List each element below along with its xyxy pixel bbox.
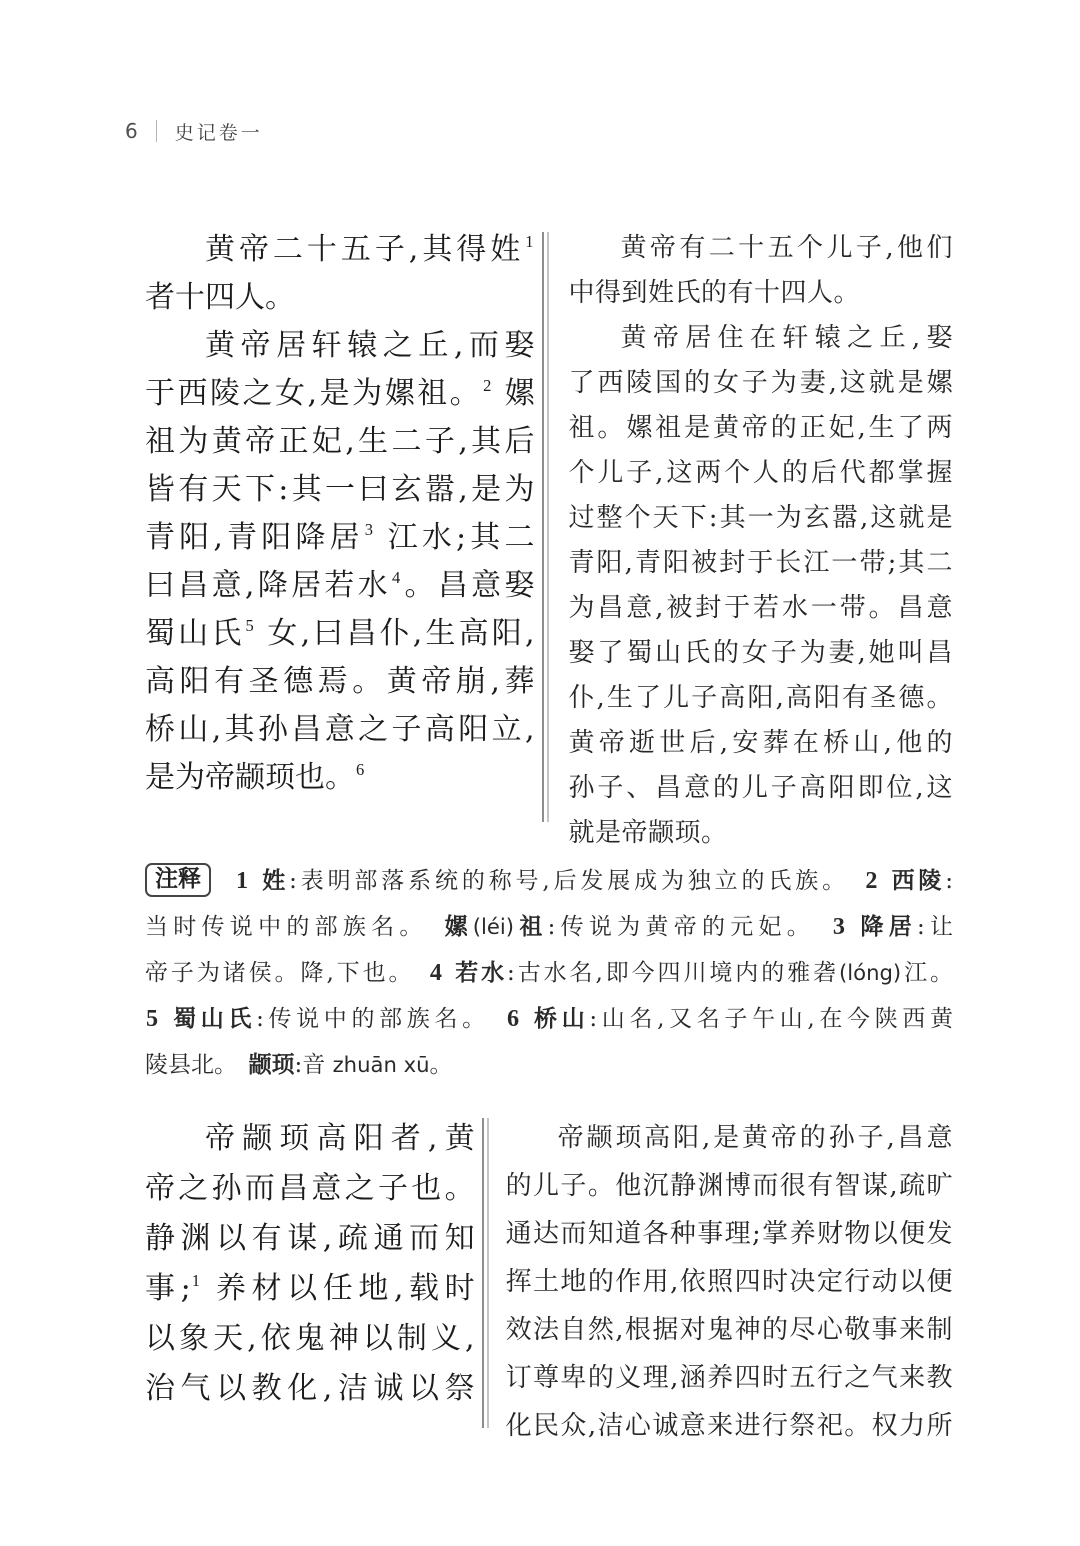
note-number: 2 xyxy=(865,867,878,894)
pinyin-text: (léi) xyxy=(472,914,515,939)
page-header xyxy=(125,118,953,144)
note-keyword: 蜀山氏 xyxy=(173,1006,257,1032)
footnote-ref: 3 xyxy=(364,520,373,540)
text-line: 了西陵国的女子为妻,这就是嫘 xyxy=(568,368,953,398)
text-line: 是为帝颛顼也。$^6$ xyxy=(145,760,365,795)
text-line: 挥土地的作用,依照四时决定行动以便 xyxy=(505,1267,953,1297)
note-number: 4 xyxy=(429,959,442,986)
text-line: 于西陵之女,是为嫘祖。$^2$ 嫘 xyxy=(145,376,535,411)
footnote-ref: 1 xyxy=(525,232,534,252)
text-line: 帝之孙而昌意之子也。 xyxy=(145,1171,475,1206)
translation-text-column xyxy=(568,226,953,856)
text-line: 陵县北。 颛顼:音 zhuān xū。 xyxy=(145,1052,453,1078)
text-line: 高阳有圣德焉。黄帝崩,葬 xyxy=(145,664,535,699)
text-line: 娶了蜀山氏的女子为妻,她叫昌 xyxy=(568,638,953,668)
text-line: 者十四人。 xyxy=(145,280,295,315)
text-line: 为昌意,被封于若水一带。昌意 xyxy=(568,593,953,623)
chapter-title: 史记卷一 xyxy=(174,121,263,144)
note-number: 3 xyxy=(832,913,845,940)
text-line: 事;$^1$ 养材以任地,载时 xyxy=(145,1271,475,1306)
pinyin-text: (lóng) xyxy=(839,960,902,985)
footnote-ref: 6 xyxy=(356,760,365,780)
classical-text-column xyxy=(145,226,534,856)
text-line: 通达而知道各种事理;掌养财物以便发 xyxy=(505,1219,953,1249)
text-line: 化民众,洁心诚意来进行祭祀。权力所 xyxy=(505,1411,953,1441)
text-line: 帝子为诸侯。降,下也。 4 若水:古水名,即今四川境内的雅砻(lóng)江。 xyxy=(145,959,954,986)
page-number: 6 xyxy=(125,119,138,143)
footnote-ref: 5 xyxy=(245,616,254,636)
note-section-label: 注释 xyxy=(145,863,211,897)
text-line: 帝颛顼高阳者,黄 xyxy=(205,1121,475,1156)
text-line: 帝颛顼高阳,是黄帝的孙子,昌意 xyxy=(557,1123,953,1153)
classical-text-column-2 xyxy=(145,1114,475,1450)
note-number: 5 xyxy=(146,1005,159,1032)
pinyin-text: zhuān xū xyxy=(332,1052,430,1077)
text-line: 个儿子,这两个人的后代都掌握 xyxy=(568,458,953,488)
text-line: 孙子、昌意的儿子高阳即位,这 xyxy=(568,773,953,803)
text-line: 过整个天下:其一为玄嚣,这就是 xyxy=(568,503,953,533)
note-number: 6 xyxy=(506,1005,520,1032)
header-divider xyxy=(156,120,157,142)
text-line: 黄帝有二十五个儿子,他们 xyxy=(620,233,953,263)
text-line: 5 蜀山氏:传说中的部族名。 6 桥山:山名,又名子午山,在今陕西黄 xyxy=(146,1005,954,1032)
text-line: 皆有天下:其一曰玄嚣,是为 xyxy=(145,472,535,507)
note-keyword: 若水 xyxy=(455,960,508,986)
text-line: 黄帝逝世后,安葬在桥山,他的 xyxy=(568,728,953,758)
next-text-section xyxy=(145,1114,953,1450)
text-line: 仆,生了儿子高阳,高阳有圣德。 xyxy=(568,683,953,713)
text-line: 订尊卑的义理,涵养四时五行之气来教 xyxy=(505,1363,953,1393)
note-keyword: 祖 xyxy=(514,914,548,940)
text-line: 当时传说中的部族名。 嫘(léi)祖:传说为黄帝的元妃。 3 降居:让 xyxy=(145,913,954,940)
text-line: 黄帝居住在轩辕之丘,娶 xyxy=(620,323,953,353)
note-keyword: 西陵 xyxy=(891,868,946,894)
text-line: 祖为黄帝正妃,生二子,其后 xyxy=(145,424,535,459)
text-line: 青阳,青阳降居$^3$ 江水;其二 xyxy=(145,520,535,555)
note-keyword: 降居 xyxy=(860,914,918,940)
footnote-ref: 1 xyxy=(191,1271,200,1291)
note-keyword: 姓 xyxy=(262,868,290,894)
text-line: 祖。嫘祖是黄帝的正妃,生了两 xyxy=(568,413,953,443)
footnote-ref: 4 xyxy=(392,568,401,588)
text-line: 蜀山氏$^5$ 女,曰昌仆,生高阳, xyxy=(145,616,535,651)
text-line: 以象天,依鬼神以制义, xyxy=(145,1321,475,1356)
text-line: 黄帝居轩辕之丘,而娶 xyxy=(205,328,535,363)
text-line: 曰昌意,降居若水$^4$。昌意娶 xyxy=(145,568,535,603)
column-divider-2 xyxy=(482,1118,489,1428)
note-keyword: 颛顼 xyxy=(248,1052,295,1078)
text-line: 的儿子。他沉静渊博而很有智谋,疏旷 xyxy=(505,1171,953,1201)
column-divider xyxy=(542,232,549,822)
footnote-ref: 2 xyxy=(483,376,492,396)
note-keyword: 嫘 xyxy=(444,914,473,940)
note-keyword: 桥山 xyxy=(534,1006,590,1032)
text-line: 注释 1 姓:表明部落系统的称号,后发展成为独立的氏族。 2 西陵: xyxy=(145,858,953,904)
text-line: 桥山,其孙昌意之子高阳立, xyxy=(145,712,535,747)
translation-text-column-2 xyxy=(506,1114,953,1450)
text-line: 治气以教化,洁诚以祭 xyxy=(145,1371,475,1406)
text-line: 中得到姓氏的有十四人。 xyxy=(568,278,860,308)
text-line: 静渊以有谋,疏通而知 xyxy=(145,1221,475,1256)
annotations-block xyxy=(145,858,953,1088)
main-text-section xyxy=(145,226,953,856)
text-line: 效法自然,根据对鬼神的尽心敬事来制 xyxy=(505,1315,953,1345)
page-content xyxy=(125,118,954,1450)
text-line: 黄帝二十五子,其得姓$^1$ xyxy=(205,232,534,267)
text-line: 青阳,青阳被封于长江一带;其二 xyxy=(568,548,953,578)
note-number: 1 xyxy=(236,867,249,894)
text-line: 就是帝颛顼。 xyxy=(568,818,728,848)
